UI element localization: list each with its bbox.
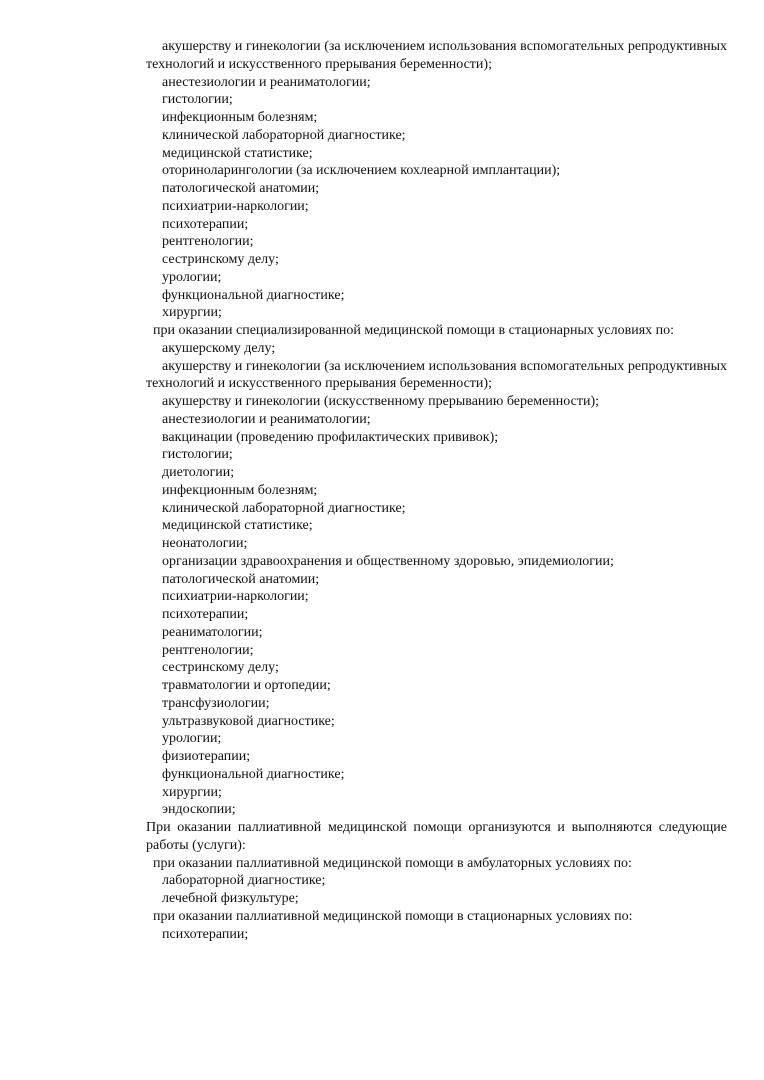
list-item: функциональной диагностике; — [162, 287, 345, 303]
section-heading: при оказании паллиативной медицинской помощи в стационарных условиях по: — [153, 908, 633, 924]
list-item: клинической лабораторной диагностике; — [162, 500, 406, 516]
section-heading: при оказании специализированной медицинской помощи в стационарных условиях по: — [153, 323, 675, 338]
list-item: лечебной физкультуре; — [162, 891, 299, 906]
list-item: акушерству и гинекологии (за исключением использования вспомогательных репродуктивных технологий и искусственного прерывания беременности); — [146, 358, 727, 392]
list-item: психотерапии; — [162, 216, 249, 232]
list-item: хирургии; — [162, 784, 222, 800]
list-item: медицинской статистике; — [162, 145, 313, 161]
list-item: хирургии; — [162, 305, 222, 321]
list-item: инфекционным болезням; — [162, 482, 318, 498]
section-heading: при оказании паллиативной медицинской помощи в амбулаторных условиях по: — [153, 855, 632, 871]
list-item: функциональной диагностике; — [162, 766, 345, 782]
list-item: психиатрии-наркологии; — [162, 589, 309, 605]
list-item: диетологии; — [162, 465, 235, 480]
list-item: психотерапии; — [162, 607, 249, 622]
list-item: медицинской статистике; — [162, 518, 313, 534]
list-item: акушерству и гинекологии (искусственному прерыванию беременности); — [162, 394, 600, 409]
list-item: организации здравоохранения и общественному здоровью, эпидемиологии; — [162, 553, 614, 569]
palliative-intro: При оказании паллиативной медицинской помощи организуются и выполняются следующие работы (услуги): — [146, 820, 727, 853]
list-item: лабораторной диагностике; — [162, 873, 326, 889]
list-item: вакцинации (проведению профилактических прививок); — [162, 429, 499, 445]
list-item: урологии; — [162, 269, 222, 285]
list-item: оториноларингологии (за исключением кохлеарной имплантации); — [162, 163, 561, 179]
list-item: трансфузиологии; — [162, 695, 270, 711]
list-item: акушерству и гинекологии (за исключением использования вспомогательных репродуктивных технологий и искусственного прерывания беременности); — [146, 39, 727, 72]
list-item: сестринскому делу; — [162, 252, 279, 267]
list-item: ультразвуковой диагностике; — [162, 713, 335, 729]
list-item: гистологии; — [162, 92, 233, 108]
list-item: неонатологии; — [162, 536, 248, 551]
list-item: физиотерапии; — [162, 749, 251, 764]
list-item: патологической анатомии; — [162, 181, 320, 196]
list-item: эндоскопии; — [162, 802, 236, 818]
list-item: психиатрии-наркологии; — [162, 198, 309, 214]
list-item: реаниматологии; — [162, 624, 263, 640]
document-page — [146, 38, 727, 943]
list-item: акушерскому делу; — [162, 340, 276, 356]
list-item: рентгенологии; — [162, 234, 254, 250]
list-item: клинической лабораторной диагностике; — [162, 127, 406, 143]
list-item: гистологии; — [162, 447, 233, 463]
list-item: патологической анатомии; — [162, 571, 320, 587]
list-item: инфекционным болезням; — [162, 110, 318, 125]
list-item: психотерапии; — [162, 926, 249, 942]
list-item: рентгенологии; — [162, 642, 254, 658]
list-item: анестезиологии и реаниматологии; — [162, 74, 371, 90]
list-item: урологии; — [162, 731, 222, 747]
list-item: сестринскому делу; — [162, 660, 279, 676]
list-item: травматологии и ортопедии; — [162, 678, 331, 693]
list-item: анестезиологии и реаниматологии; — [162, 411, 371, 427]
